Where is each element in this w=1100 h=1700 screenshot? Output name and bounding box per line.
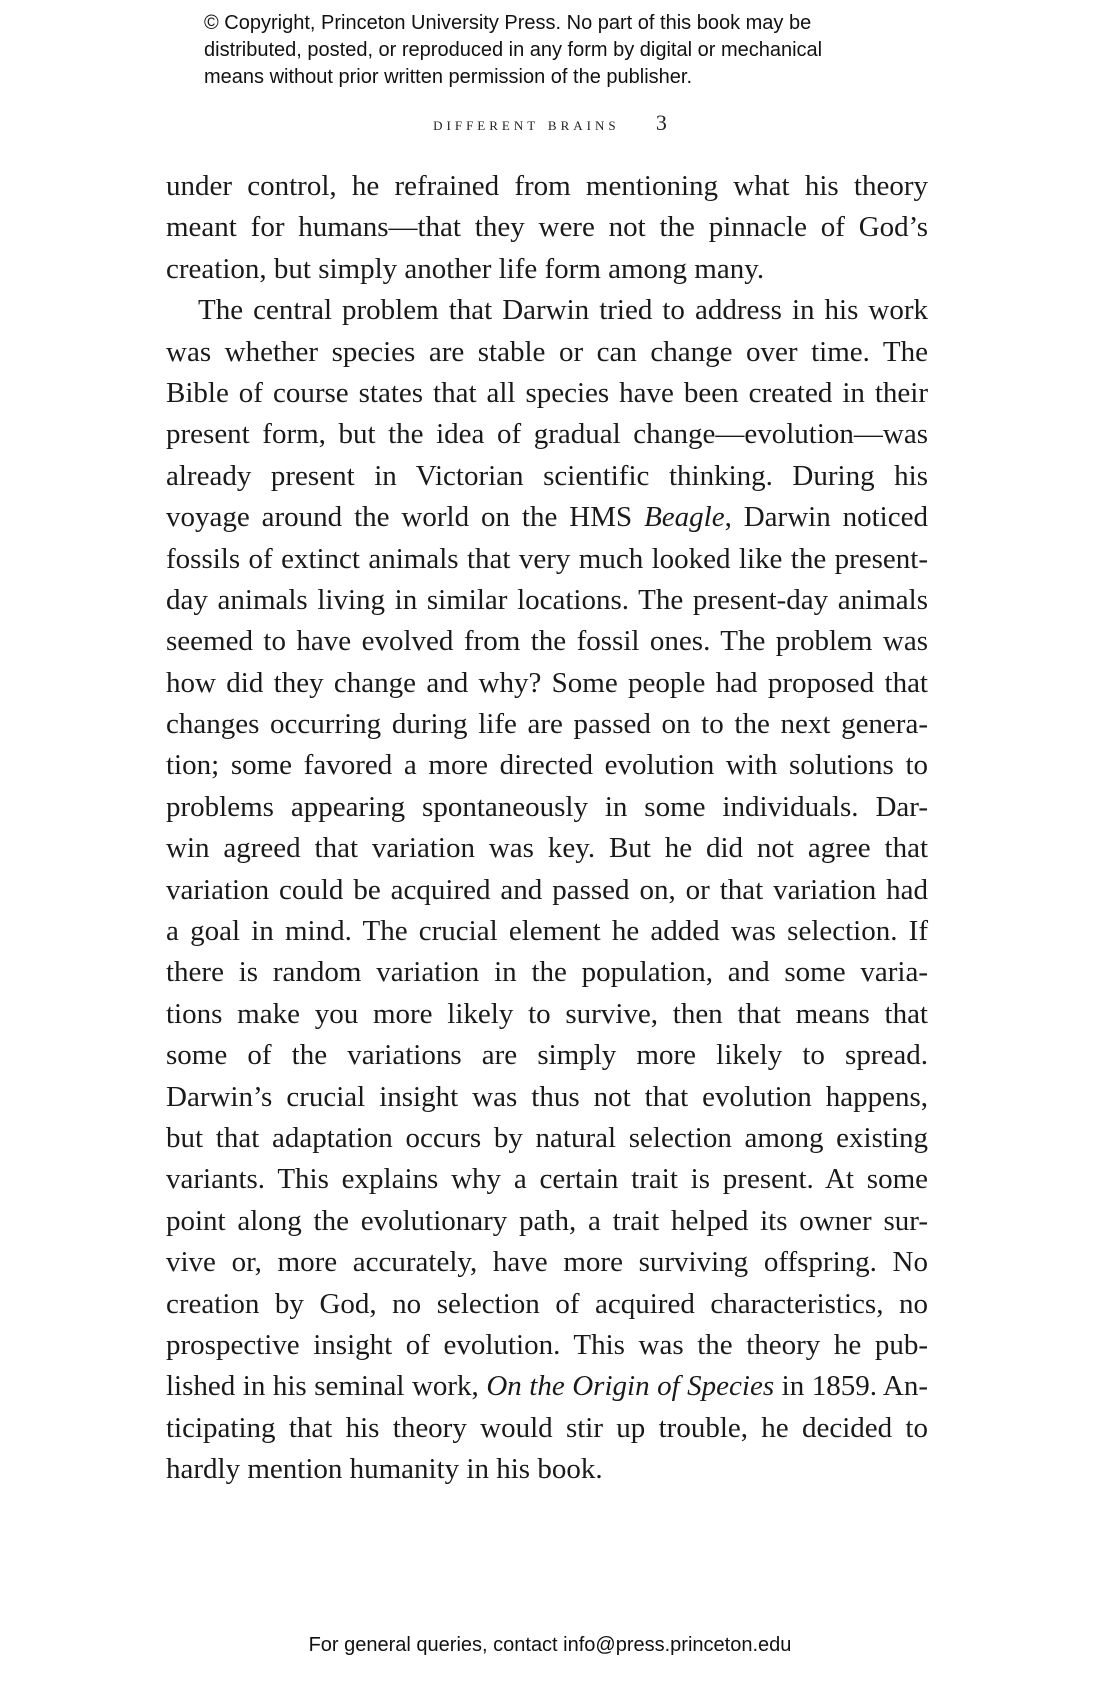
text-line: a goal in mind. The crucial element he added was selection. If (166, 915, 928, 948)
copyright-line: © Copyright, Princeton University Press. No part of this book may be (204, 12, 812, 34)
text-line: Darwin’s crucial insight was thus not that evolution happens, (166, 1080, 928, 1113)
running-head-title: different brains (433, 114, 620, 135)
text-segment: in 1859. An- (774, 1370, 929, 1403)
text-line: Bible of course states that all species have been created in their (166, 376, 928, 409)
body-text (166, 166, 928, 1491)
text-line: fossils of extinct animals that very much looked like the present- (166, 542, 928, 575)
ship-name: Beagle (644, 501, 725, 534)
text-line: variation could be acquired and passed on, or that variation had (166, 873, 928, 906)
text-line: creation, but simply another life form among many. (166, 252, 765, 285)
text-segment: voyage around the world on the HMS (166, 501, 645, 534)
text-line (166, 497, 928, 538)
text-line: tion; some favored a more directed evolution with solutions to (166, 749, 928, 782)
text-line: already present in Victorian scientific thinking. During his (166, 459, 928, 492)
text-line: ticipating that his theory would stir up trouble, he decided to (166, 1411, 928, 1444)
copyright-notice (204, 10, 924, 91)
text-line: prospective insight of evolution. This was the theory he pub- (166, 1328, 928, 1361)
text-line: under control, he refrained from mentioning what his theory (166, 170, 928, 202)
text-line: present form, but the idea of gradual change—evolution—was (166, 418, 928, 451)
text-line: win agreed that variation was key. But he did not agree that (166, 832, 928, 865)
text-line: changes occurring during life are passed on to the next genera- (166, 708, 928, 741)
text-segment: , Darwin noticed (724, 501, 928, 534)
running-head (0, 110, 1100, 136)
text-line: point along the evolutionary path, a trait helped its owner sur- (166, 1204, 928, 1237)
text-line: but that adaptation occurs by natural selection among existing (166, 1121, 928, 1154)
text-line: tions make you more likely to survive, then that means that (166, 997, 928, 1030)
page-number: 3 (655, 110, 667, 135)
text-line: was whether species are stable or can change over time. The (166, 335, 928, 368)
text-line: hardly mention humanity in his book. (166, 1453, 603, 1486)
copyright-line: distributed, posted, or reproduced in any form by digital or mechanical (204, 39, 823, 61)
copyright-line: means without prior written permission of the publisher. (204, 66, 693, 88)
text-line: The central problem that Darwin tried to address in his work (198, 294, 928, 327)
text-line: meant for humans—that they were not the pinnacle of God’s (166, 211, 928, 244)
text-line: problems appearing spontaneously in some individuals. Dar- (166, 790, 928, 823)
text-line: there is random variation in the population, and some varia- (166, 956, 928, 989)
text-line: creation by God, no selection of acquired characteristics, no (166, 1287, 928, 1320)
text-line: seemed to have evolved from the fossil ones. The problem was (166, 625, 928, 658)
text-line (166, 1366, 928, 1407)
text-line: variants. This explains why a certain trait is present. At some (166, 1163, 928, 1196)
text-line: some of the variations are simply more likely to spread. (166, 1039, 928, 1072)
text-line: day animals living in similar locations. The present-day animals (166, 583, 928, 616)
text-segment: lished in his seminal work, (166, 1370, 487, 1403)
text-line: how did they change and why? Some people had proposed that (166, 666, 928, 699)
book-title: On the Origin of Species (486, 1370, 775, 1403)
text-line: vive or, more accurately, have more surviving offspring. No (166, 1246, 928, 1279)
footer-contact: For general queries, contact info@press.princeton.edu (308, 1634, 792, 1656)
